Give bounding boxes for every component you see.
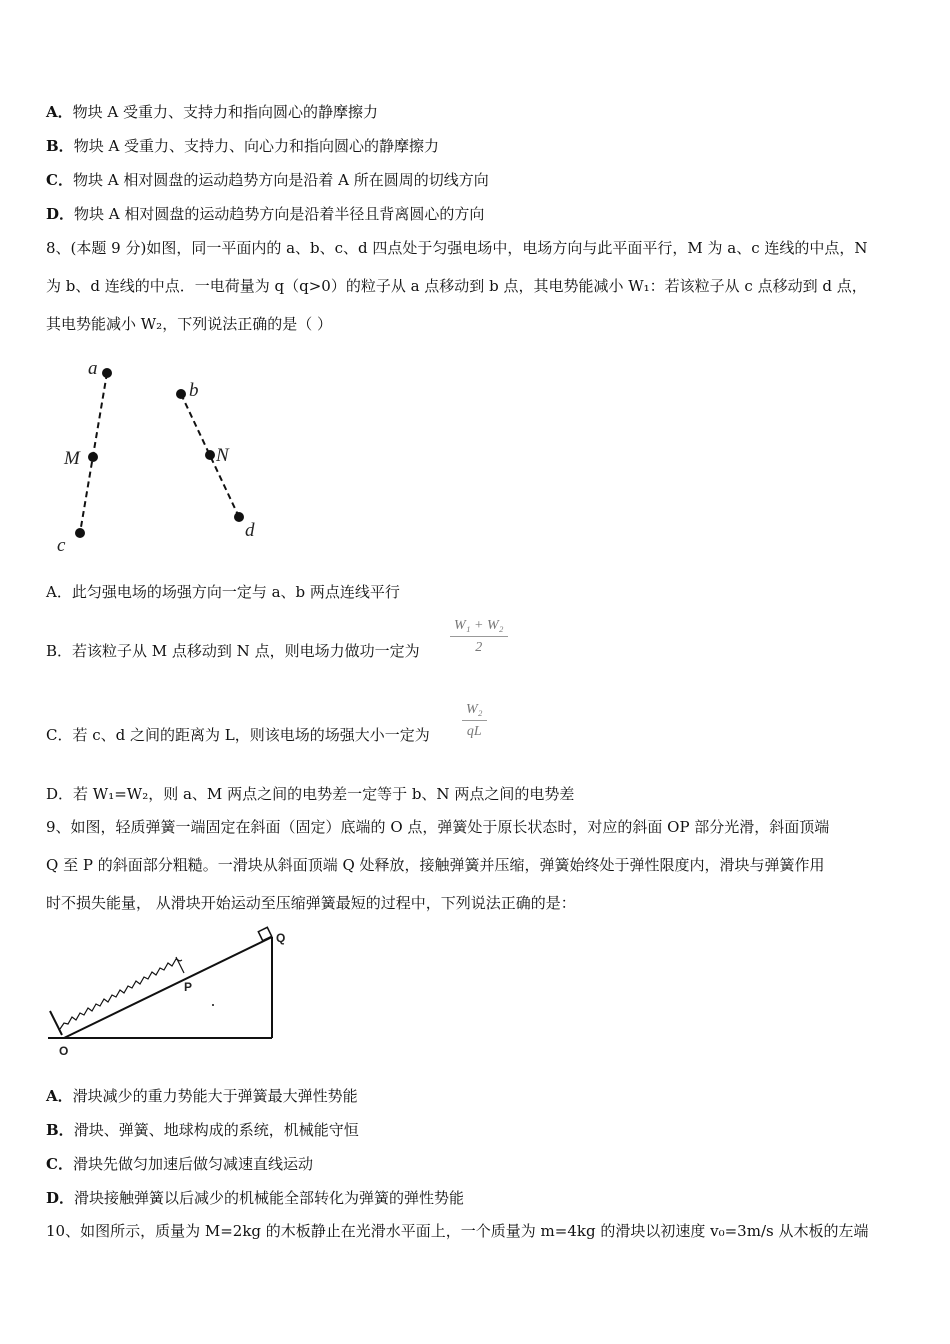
q8-option-c-fraction: [462, 700, 487, 743]
label-m: M: [64, 448, 80, 469]
option-label: B．: [46, 137, 74, 155]
q8-stem-line-3: 其电势能减小 W₂，下列说法正确的是（ ）: [46, 315, 332, 333]
fraction-denominator: qL: [466, 724, 482, 739]
q9-option-d: [46, 1188, 464, 1208]
point-d: [234, 512, 244, 522]
q8-option-c: C．若 c、d 之间的距离为 L，则该电场的场强大小一定为: [46, 726, 430, 744]
q10-stem-line-1: 10、如图所示，质量为 M=2kg 的木板静止在光滑水平面上，一个质量为 m=4kg 的滑块以初速度 v₀=3m/s 从木板的左端: [46, 1222, 869, 1240]
q8-stem-line-1: 8、(本题 9 分)如图，同一平面内的 a、b、c、d 四点处于匀强电场中，电场方向与此平面平行，M 为 a、c 连线的中点，N: [46, 239, 868, 257]
label-d: d: [245, 520, 255, 541]
q8-stem-line-2: 为 b、d 连线的中点．一电荷量为 q（q>0）的粒子从 a 点移动到 b 点，其电势能减小 W₁：若该粒子从 c 点移动到 d 点，: [46, 277, 867, 295]
stray-dot: [212, 1004, 214, 1006]
option-label: D．: [46, 1189, 75, 1207]
q9-stem-line-1: 9、如图，轻质弹簧一端固定在斜面（固定）底端的 O 点，弹簧处于原长状态时，对应的斜面 OP 部分光滑，斜面顶端: [46, 818, 830, 836]
option-label: C．: [46, 171, 73, 189]
fraction-numerator: W₁ + W₂: [450, 616, 508, 637]
q9-stem-line-2: Q 至 P 的斜面部分粗糙。一滑块从斜面顶端 Q 处释放，接触弹簧并压缩，弹簧始终处于弹性限度内，滑块与弹簧作用: [46, 856, 825, 874]
option-label: D．: [46, 205, 75, 223]
option-label: C．: [46, 1155, 73, 1173]
incline-surface: [64, 937, 272, 1038]
label-c: c: [57, 535, 66, 556]
label-a: a: [88, 358, 98, 379]
q7-option-d: [46, 204, 484, 224]
label-q: Q: [276, 931, 286, 945]
fraction-denominator: 2: [475, 640, 483, 655]
option-text: 物块 A 受重力、支持力、向心力和指向圆心的静摩擦力: [73, 137, 440, 155]
label-b: b: [189, 380, 199, 401]
q9-figure: [46, 925, 306, 1060]
option-text: 滑块先做匀加速后做匀减速直线运动: [72, 1155, 313, 1173]
fraction-numerator: W₂: [462, 700, 487, 721]
option-text: 物块 A 受重力、支持力和指向圆心的静摩擦力: [72, 103, 379, 121]
option-text: 滑块、弹簧、地球构成的系统，机械能守恒: [73, 1121, 359, 1139]
option-text: 物块 A 相对圆盘的运动趋势方向是沿着 A 所在圆周的切线方向: [72, 171, 489, 189]
spring: [60, 959, 182, 1029]
point-n: [205, 450, 215, 460]
point-m: [88, 452, 98, 462]
option-text: 滑块减少的重力势能大于弹簧最大弹性势能: [72, 1087, 358, 1105]
option-label: A．: [46, 103, 73, 121]
q8-option-d: D．若 W₁=W₂，则 a、M 两点之间的电势差一定等于 b、N 两点之间的电势差: [46, 785, 575, 803]
q7-option-b: [46, 136, 439, 156]
q9-stem-line-3: 时不损失能量， 从滑块开始运动至压缩弹簧最短的过程中，下列说法正确的是：: [46, 894, 576, 912]
point-a: [102, 368, 112, 378]
point-b: [176, 389, 186, 399]
label-o: O: [59, 1044, 69, 1058]
label-p: P: [184, 980, 193, 994]
q9-option-b: [46, 1120, 359, 1140]
q9-option-c: [46, 1154, 313, 1174]
q7-option-a: [46, 102, 378, 122]
q8-figure: [50, 352, 280, 562]
q8-option-b: B．若该粒子从 M 点移动到 N 点，则电场力做功一定为: [46, 642, 420, 660]
option-label: B．: [46, 1121, 74, 1139]
q8-option-a: A．此匀强电场的场强方向一定与 a、b 两点连线平行: [46, 583, 400, 601]
label-n: N: [216, 445, 229, 466]
option-label: A．: [46, 1087, 73, 1105]
point-c: [75, 528, 85, 538]
spring-end-cap: [176, 957, 184, 973]
q9-option-a: [46, 1086, 358, 1106]
option-text: 滑块接触弹簧以后减少的机械能全部转化为弹簧的弹性势能: [74, 1189, 465, 1207]
option-text: 物块 A 相对圆盘的运动趋势方向是沿着半径且背离圆心的方向: [74, 205, 485, 223]
fixed-end: [50, 1011, 62, 1035]
q7-option-c: [46, 170, 489, 190]
q8-option-b-fraction: [450, 616, 508, 659]
